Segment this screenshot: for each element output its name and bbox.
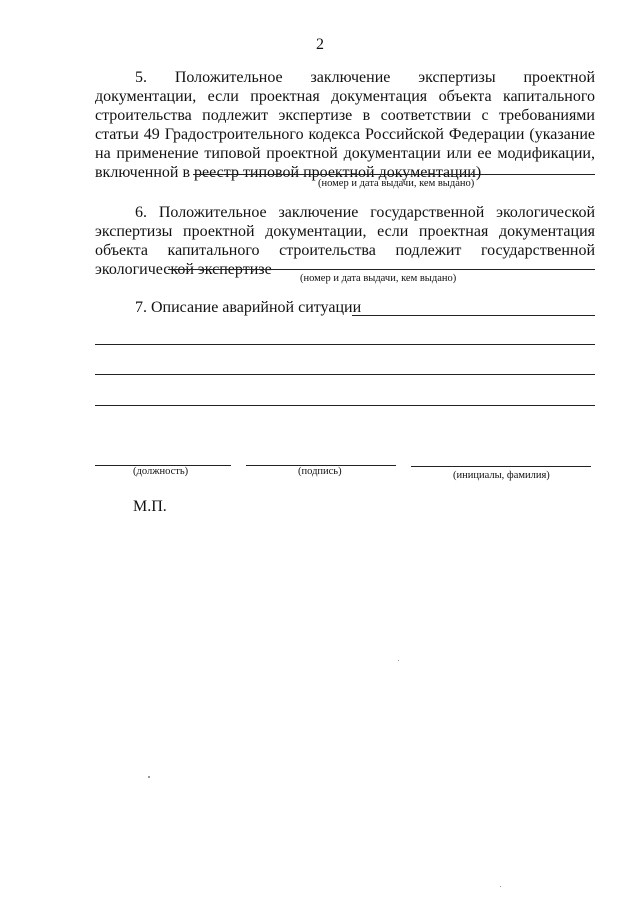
- page-number: 2: [316, 36, 324, 53]
- section-5-caption: (номер и дата выдачи, кем выдано): [318, 178, 475, 189]
- position-caption: (должность): [133, 466, 189, 477]
- section-7-fill-line-1[interactable]: [352, 315, 595, 316]
- section-6-fill-line[interactable]: [168, 269, 595, 270]
- section-7-fill-line-2[interactable]: [95, 344, 595, 345]
- name-caption: (инициалы, фамилия): [453, 470, 550, 481]
- stamp-label: М.П.: [133, 498, 167, 515]
- section-7-fill-line-3[interactable]: [95, 374, 595, 375]
- name-fill-line[interactable]: [411, 466, 591, 467]
- scan-speck: [148, 776, 150, 778]
- section-6-caption: (номер и дата выдачи, кем выдано): [300, 273, 457, 284]
- scan-speck: [398, 660, 399, 661]
- section-6-text: 6. Положительное заключение государственной экологической экспертизы проектной документации, если проектная документация объекта капитального строительства подлежит государственной экологической экспертизе: [95, 204, 595, 278]
- signature-caption: (подпись): [298, 466, 342, 477]
- section-5-text: 5. Положительное заключение экспертизы проектной документации, если проектная документация объекта капитального строительства подлежит экспертизе в соответствии с требованиями статьи 49 Градостроительного кодекса Российской Федерации (указание на применение типовой проектной документации или ее модификации, включенной в реестр типовой проектной документации): [95, 69, 595, 181]
- section-5-fill-line[interactable]: [193, 174, 595, 175]
- scan-speck: [500, 886, 501, 887]
- section-7-label: 7. Описание аварийной ситуации: [135, 299, 362, 316]
- section-7-fill-line-4[interactable]: [95, 405, 595, 406]
